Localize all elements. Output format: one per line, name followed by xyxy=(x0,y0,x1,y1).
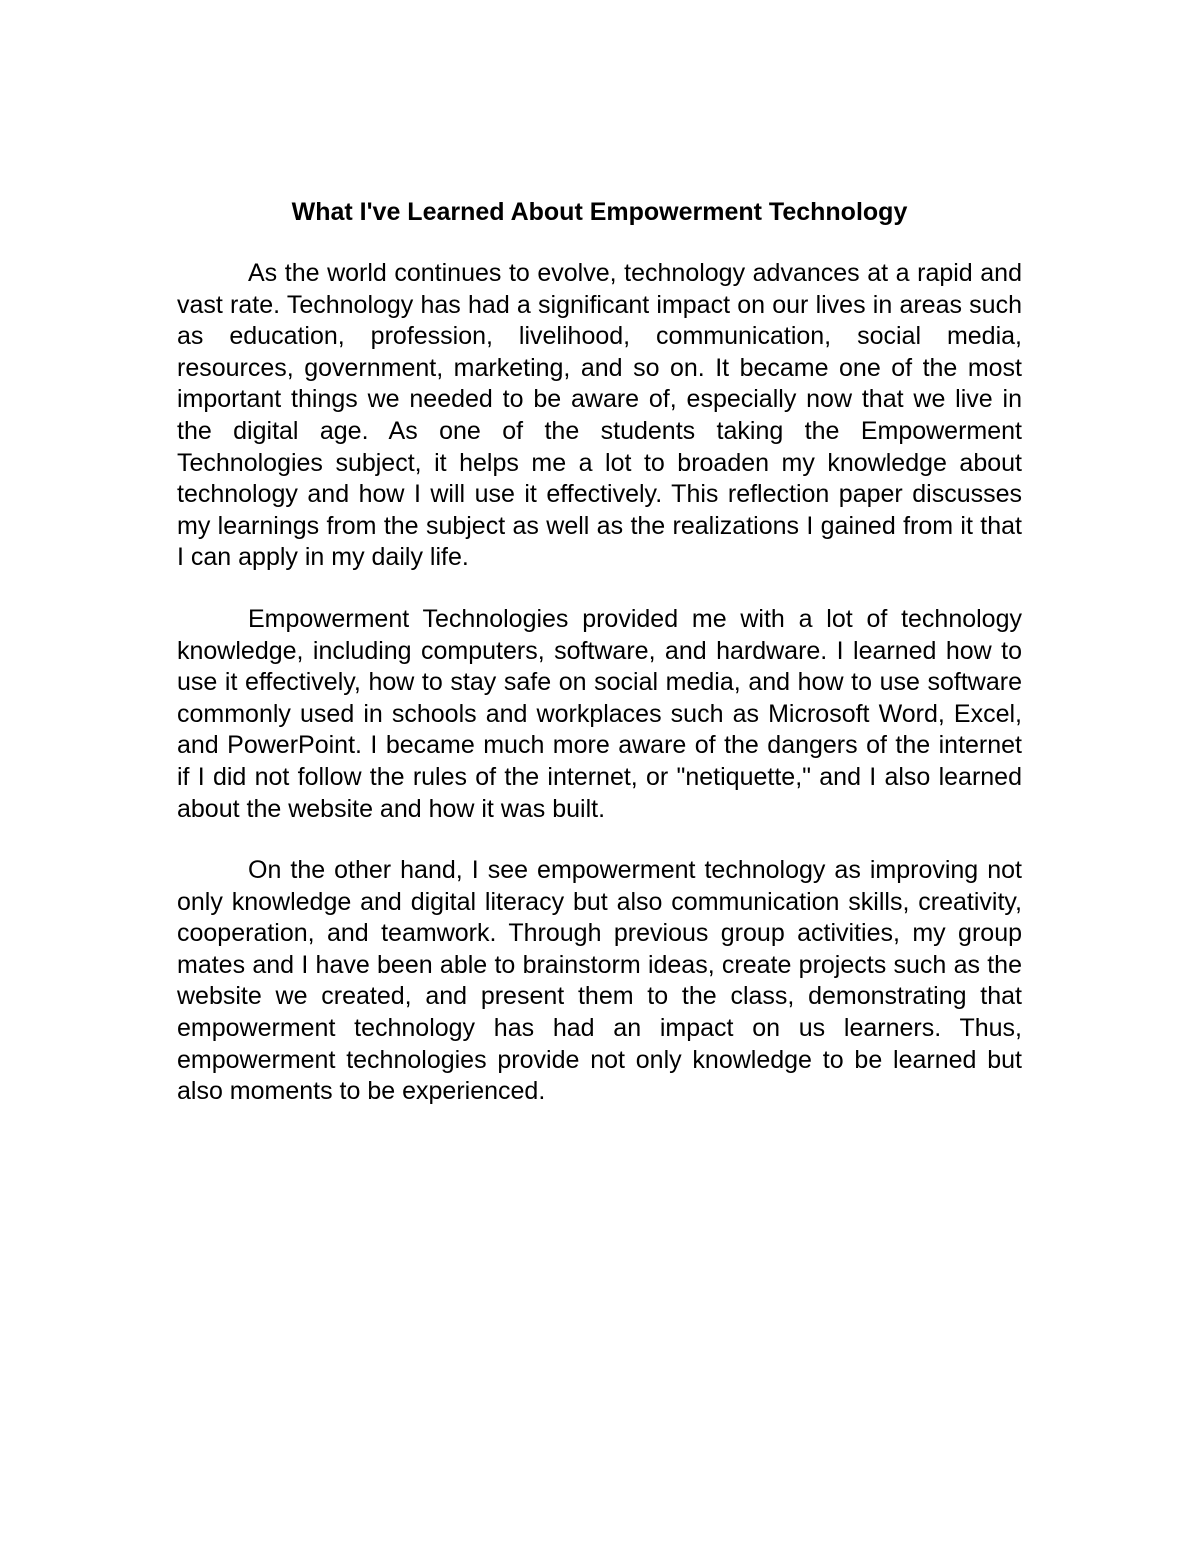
document-title: What I've Learned About Empowerment Technology xyxy=(291,198,908,226)
document-body xyxy=(177,196,1022,1138)
paragraph-2: Empowerment Technologies provided me with a lot of technology knowledge, including computers, software, and hardware. I learned how to use it effectively, how to stay safe on social media, and how to use software commonly used in schools and workplaces such as Microsoft Word, Excel, and PowerPoint. I became much more aware of the dangers of the internet if I did not follow the rules of the internet, or "netiquette," and I also learned about the website and how it was built. xyxy=(177,604,1022,823)
paragraph-3: On the other hand, I see empowerment technology as improving not only knowledge and digital literacy but also communication skills, creativity, cooperation, and teamwork. Through previous group activities, my group mates and I have been able to brainstorm ideas, create projects such as the website we created, and present them to the class, demonstrating that empowerment technology has had an impact on us learners. Thus, empowerment technologies provide not only knowledge to be learned but also moments to be experienced. xyxy=(177,856,1022,1106)
paragraph-1: As the world continues to evolve, technology advances at a rapid and vast rate. Technology has had a significant impact on our lives in areas such as education, profession, livelihood, communication, social media, resources, government, marketing, and so on. It became one of the most important things we needed to be aware of, especially now that we live in the digital age. As one of the students taking the Empowerment Technologies subject, it helps me a lot to broaden my knowledge about technology and how I will use it effectively. This reflection paper discusses my learnings from the subject as well as the realizations I gained from it that I can apply in my daily life. xyxy=(177,259,1022,572)
